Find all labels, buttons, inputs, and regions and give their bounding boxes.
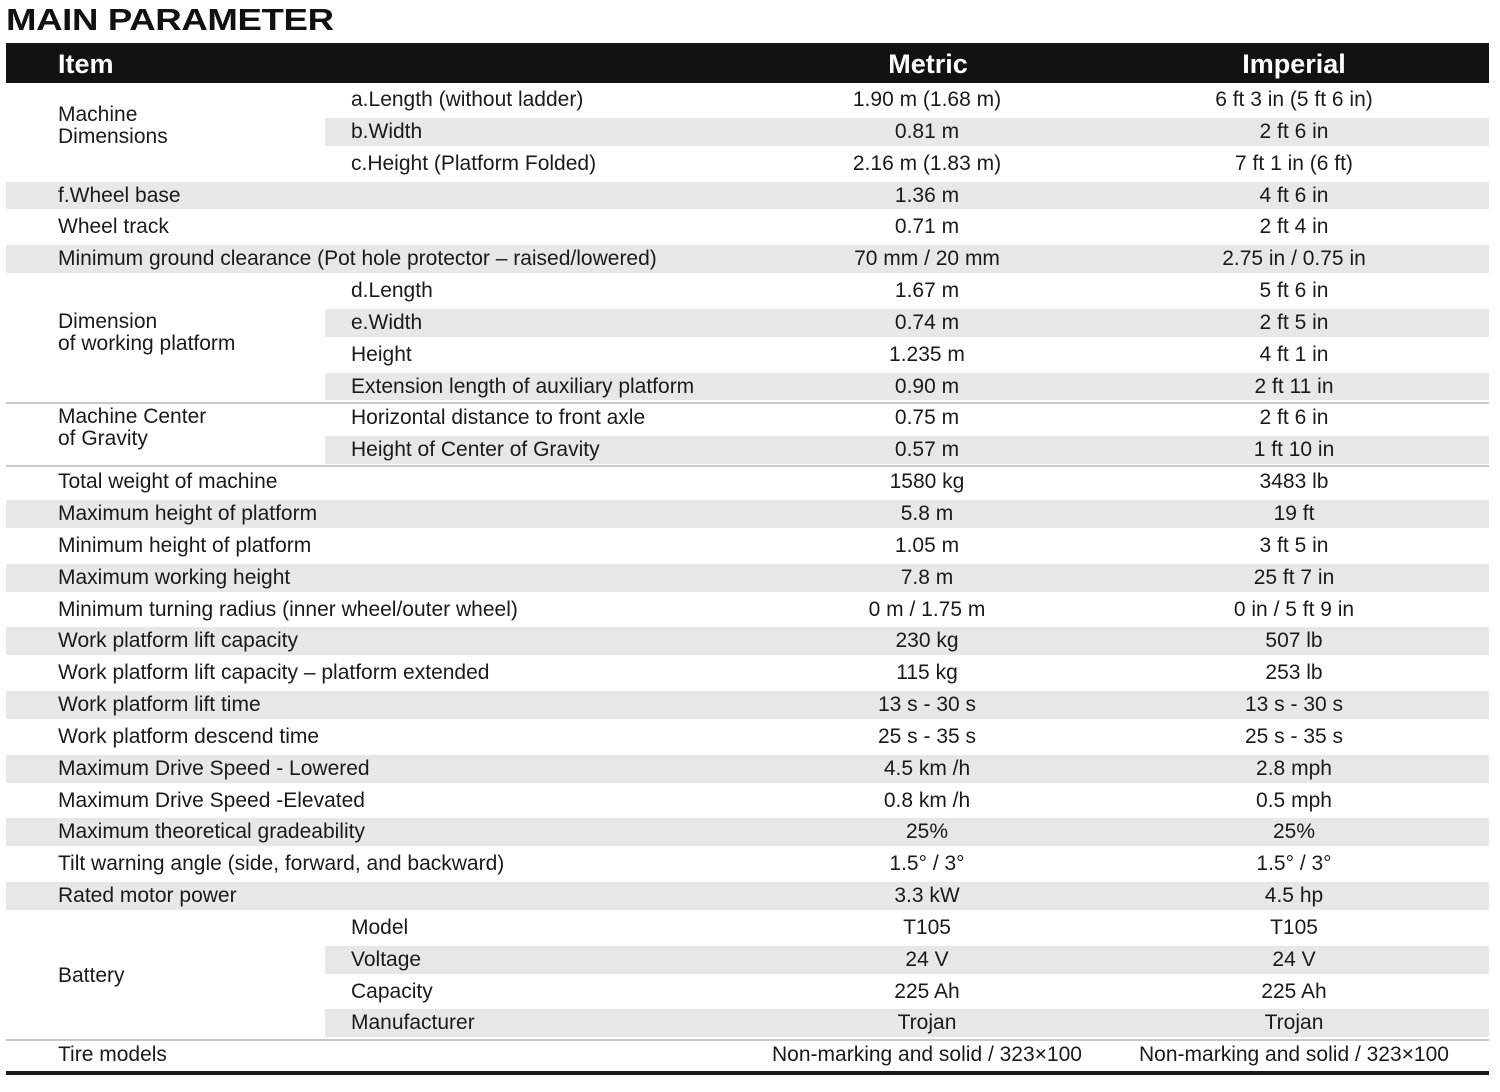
metric-value: 0.74 m: [894, 310, 960, 334]
metric-value: 1.67 m: [894, 279, 960, 303]
row-label: Total weight of machine: [58, 470, 278, 494]
table-row: [0, 243, 1500, 275]
group-label-center-of-gravity: Machine Center of Gravity: [58, 405, 207, 451]
imperial-value: 1 ft 10 in: [1253, 438, 1335, 462]
metric-value: 25 s - 35 s: [877, 724, 977, 748]
group-label-machine-dimensions: Machine Dimensions: [58, 102, 168, 148]
imperial-value: 3483 lb: [1259, 470, 1329, 494]
table-row: [0, 976, 1500, 1008]
table-row: [0, 625, 1500, 657]
imperial-value: 6 ft 3 in (5 ft 6 in): [1215, 88, 1373, 111]
table-row: [0, 371, 1500, 403]
metric-value: 13 s - 30 s: [877, 693, 977, 717]
table-row: [0, 84, 1500, 116]
imperial-value: 24 V: [1272, 947, 1316, 971]
row-label: Maximum height of platform: [58, 501, 318, 525]
metric-value: T105: [903, 915, 951, 939]
table-row: [0, 1007, 1500, 1039]
row-label: Tilt warning angle (side, forward, and backward): [58, 852, 505, 876]
table-row: [0, 880, 1500, 912]
header-imperial: Imperial: [1242, 49, 1346, 79]
row-sublabel: e.Width: [351, 310, 423, 334]
sep-platform: [6, 402, 1489, 404]
row-label: Maximum Drive Speed - Lowered: [58, 756, 370, 780]
table-row: [0, 721, 1500, 753]
imperial-value: 2 ft 5 in: [1259, 310, 1329, 334]
metric-value: 225 Ah: [894, 979, 960, 1003]
row-label: Work platform lift capacity – platform extended: [58, 661, 490, 685]
row-sublabel: b.Width: [351, 119, 423, 143]
row-label: f.Wheel base: [58, 183, 181, 207]
metric-value: 24 V: [905, 947, 949, 971]
sep-gravity: [6, 465, 1489, 467]
metric-value: 3.3 kW: [894, 884, 960, 908]
metric-value: 1.36 m: [894, 183, 960, 207]
imperial-value: 2 ft 6 in: [1259, 119, 1329, 143]
table-row: [0, 944, 1500, 976]
row-sublabel: Height of Center of Gravity: [351, 438, 600, 462]
table-row: [0, 657, 1500, 689]
row-label: Maximum theoretical gradeability: [58, 820, 365, 844]
metric-value: 0.90 m: [894, 374, 960, 398]
metric-value: 230 kg: [895, 629, 959, 653]
metric-value: 4.5 km /h: [883, 756, 971, 780]
imperial-value: 2 ft 4 in: [1259, 215, 1329, 239]
row-sublabel: Model: [351, 915, 409, 939]
metric-value: 7.8 m: [900, 565, 954, 589]
metric-value: 70 mm / 20 mm: [854, 247, 1000, 271]
imperial-value: 0 in / 5 ft 9 in: [1233, 597, 1355, 621]
metric-value: 1.05 m: [894, 533, 960, 557]
metric-value: 1.90 m (1.68 m): [852, 88, 1002, 111]
table-row: [0, 753, 1500, 785]
table-row: [0, 530, 1500, 562]
imperial-value: 25 ft 7 in: [1253, 565, 1335, 589]
imperial-value: T105: [1270, 915, 1318, 939]
row-sublabel: Manufacturer: [351, 1011, 475, 1035]
imperial-value: 253 lb: [1265, 661, 1323, 685]
imperial-value: 25%: [1272, 820, 1316, 844]
table-row: [0, 848, 1500, 880]
row-sublabel: d.Length: [351, 279, 433, 303]
imperial-value: 2 ft 11 in: [1254, 374, 1334, 398]
table-row: [0, 1039, 1500, 1071]
imperial-value: 2.8 mph: [1256, 756, 1332, 780]
metric-value: 0.75 m: [894, 406, 960, 430]
row-label: Minimum ground clearance (Pot hole protector – raised/lowered): [58, 247, 657, 271]
metric-value: 1580 kg: [889, 470, 965, 494]
imperial-value: 2.75 in / 0.75 in: [1222, 247, 1366, 271]
table-row: [0, 912, 1500, 944]
table-row: [0, 116, 1500, 148]
header-item: Item: [58, 49, 114, 79]
metric-value: Non-marking and solid / 323×100: [772, 1043, 1082, 1067]
table-row: [0, 562, 1500, 594]
table-row: [0, 275, 1500, 307]
row-sublabel: Height: [351, 342, 412, 366]
imperial-value: 4.5 hp: [1264, 884, 1324, 908]
row-label: Maximum working height: [58, 565, 291, 589]
metric-value: 0.71 m: [894, 215, 960, 239]
imperial-value: 25 s - 35 s: [1244, 724, 1344, 748]
table-row: [0, 211, 1500, 243]
header-metric: Metric: [888, 49, 968, 79]
table-row: [0, 689, 1500, 721]
imperial-value: 1.5° / 3°: [1256, 852, 1332, 876]
imperial-value: 13 s - 30 s: [1244, 693, 1344, 717]
row-label: Work platform lift capacity: [58, 629, 299, 653]
imperial-value: 3 ft 5 in: [1259, 533, 1329, 557]
table-row: [0, 180, 1500, 212]
parameter-table: [0, 84, 1500, 1071]
imperial-value: 2 ft 6 in: [1259, 406, 1329, 430]
imperial-value: 5 ft 6 in: [1259, 279, 1329, 303]
imperial-value: 7 ft 1 in (6 ft): [1235, 151, 1353, 175]
row-label: Maximum Drive Speed -Elevated: [58, 788, 365, 812]
table-row: [0, 434, 1500, 466]
row-sublabel: Horizontal distance to front axle: [351, 406, 646, 430]
table-row: [0, 466, 1500, 498]
metric-value: 115 kg: [896, 661, 958, 685]
table-row: [0, 402, 1500, 434]
table-row: [0, 816, 1500, 848]
imperial-value: 4 ft 6 in: [1259, 183, 1329, 207]
row-label: Tire models: [58, 1043, 167, 1067]
metric-value: 0 m / 1.75 m: [868, 597, 986, 621]
metric-value: 25%: [905, 820, 949, 844]
sep-battery: [6, 1039, 1489, 1041]
row-sublabel: Extension length of auxiliary platform: [351, 374, 695, 398]
table-row: [0, 594, 1500, 626]
group-label-battery: Battery: [58, 963, 125, 987]
imperial-value: 507 lb: [1265, 629, 1323, 653]
metric-value: 0.8 km /h: [883, 788, 971, 812]
group-label-working-platform: Dimension of working platform: [58, 309, 236, 355]
row-label: Work platform descend time: [58, 724, 320, 748]
metric-value: 0.57 m: [894, 438, 960, 462]
row-label: Minimum height of platform: [58, 533, 312, 557]
imperial-value: 0.5 mph: [1256, 788, 1332, 812]
row-sublabel: Voltage: [351, 947, 422, 971]
table-row: [0, 148, 1500, 180]
row-label: Minimum turning radius (inner wheel/outer wheel): [58, 597, 518, 621]
imperial-value: Non-marking and solid / 323×100: [1139, 1043, 1449, 1067]
table-row: [0, 785, 1500, 817]
metric-value: 1.5° / 3°: [889, 852, 965, 876]
table-row: [0, 498, 1500, 530]
metric-value: 1.235 m: [889, 342, 965, 366]
row-label: Work platform lift time: [58, 693, 261, 717]
metric-value: 5.8 m: [900, 501, 954, 525]
row-sublabel: c.Height (Platform Folded): [351, 151, 597, 175]
row-label: Wheel track: [58, 215, 169, 239]
row-sublabel: Capacity: [351, 979, 433, 1003]
page-title: MAIN PARAMETER: [6, 2, 334, 37]
metric-value: 2.16 m (1.83 m): [852, 151, 1002, 175]
metric-value: Trojan: [897, 1011, 957, 1035]
imperial-value: 225 Ah: [1261, 979, 1327, 1003]
imperial-value: Trojan: [1264, 1011, 1324, 1035]
imperial-value: 4 ft 1 in: [1259, 342, 1329, 366]
row-label: Rated motor power: [58, 884, 237, 908]
imperial-value: 19 ft: [1273, 501, 1315, 525]
table-bottom-rule: [6, 1071, 1489, 1075]
row-sublabel: a.Length (without ladder): [351, 88, 584, 111]
table-header: [6, 43, 1489, 83]
metric-value: 0.81 m: [894, 119, 960, 143]
